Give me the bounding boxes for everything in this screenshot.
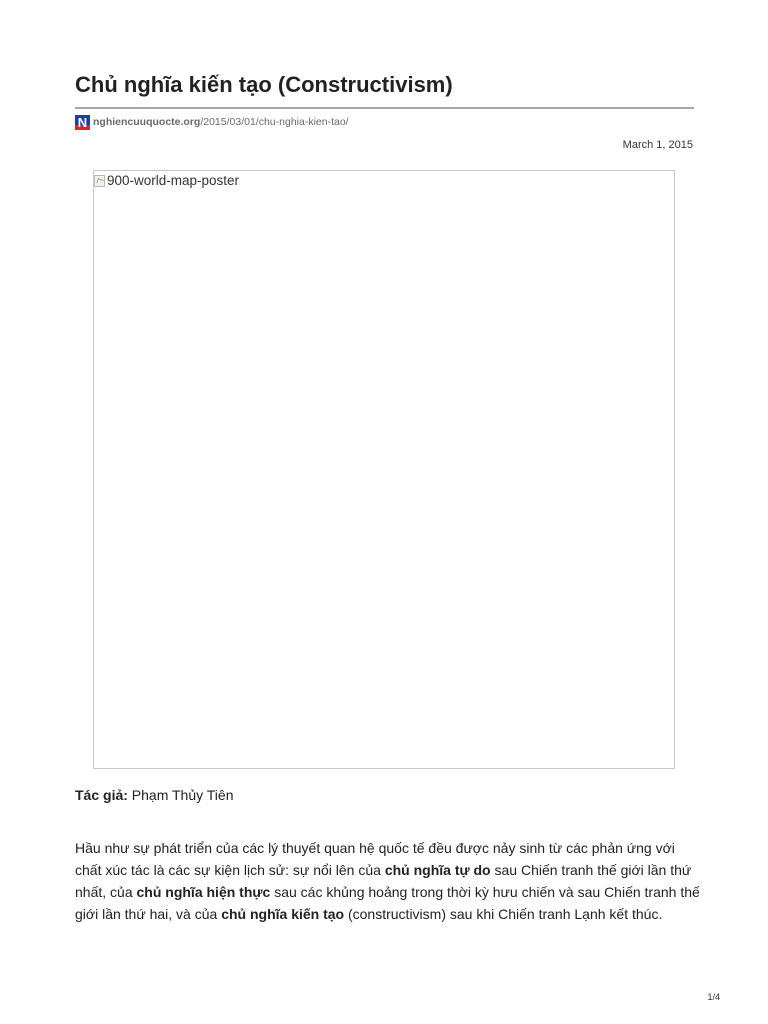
intro-text-4: (constructivism) sau khi Chiến tranh Lạnh kết thúc. xyxy=(344,906,663,922)
author-line xyxy=(75,787,233,803)
source-link[interactable] xyxy=(75,114,349,130)
intro-text-2: sau Chiến tranh thế giới lần thứ nhất, của xyxy=(75,862,692,900)
site-logo-letter: N xyxy=(77,114,88,130)
broken-image-icon xyxy=(94,175,105,187)
author-name: Phạm Thủy Tiên xyxy=(131,787,234,803)
page-number: 1/4 xyxy=(707,992,720,1002)
term-realism: chủ nghĩa hiện thực xyxy=(136,884,271,900)
intro-paragraph xyxy=(75,837,700,925)
article-image xyxy=(93,170,675,769)
term-constructivism: chủ nghĩa kiến tạo xyxy=(221,906,345,922)
post-date: March 1, 2015 xyxy=(622,139,693,151)
title-divider xyxy=(75,107,694,109)
image-alt-text: 900-world-map-poster xyxy=(107,173,240,188)
term-liberalism: chủ nghĩa tự do xyxy=(384,862,491,878)
intro-text-1: Hầu như sự phát triển của các lý thuyết quan hệ quốc tế đều được nảy sinh từ các phản ứng với chất xúc tác là các sự kiện lịch sử: sự nổi lên của xyxy=(75,840,675,878)
broken-image-placeholder xyxy=(94,173,239,188)
author-label: Tác giả: xyxy=(75,787,128,803)
site-logo-icon xyxy=(75,115,90,130)
page-title: Chủ nghĩa kiến tạo (Constructivism) xyxy=(75,72,453,97)
source-path[interactable]: /2015/03/01/chu-nghia-kien-tao/ xyxy=(200,116,349,128)
source-domain[interactable]: nghiencuuquocte.org xyxy=(93,116,201,128)
intro-text-3: sau các khủng hoảng trong thời kỳ hưu chiến và sau Chiến tranh thế giới lần thứ hai, và của xyxy=(75,884,700,922)
